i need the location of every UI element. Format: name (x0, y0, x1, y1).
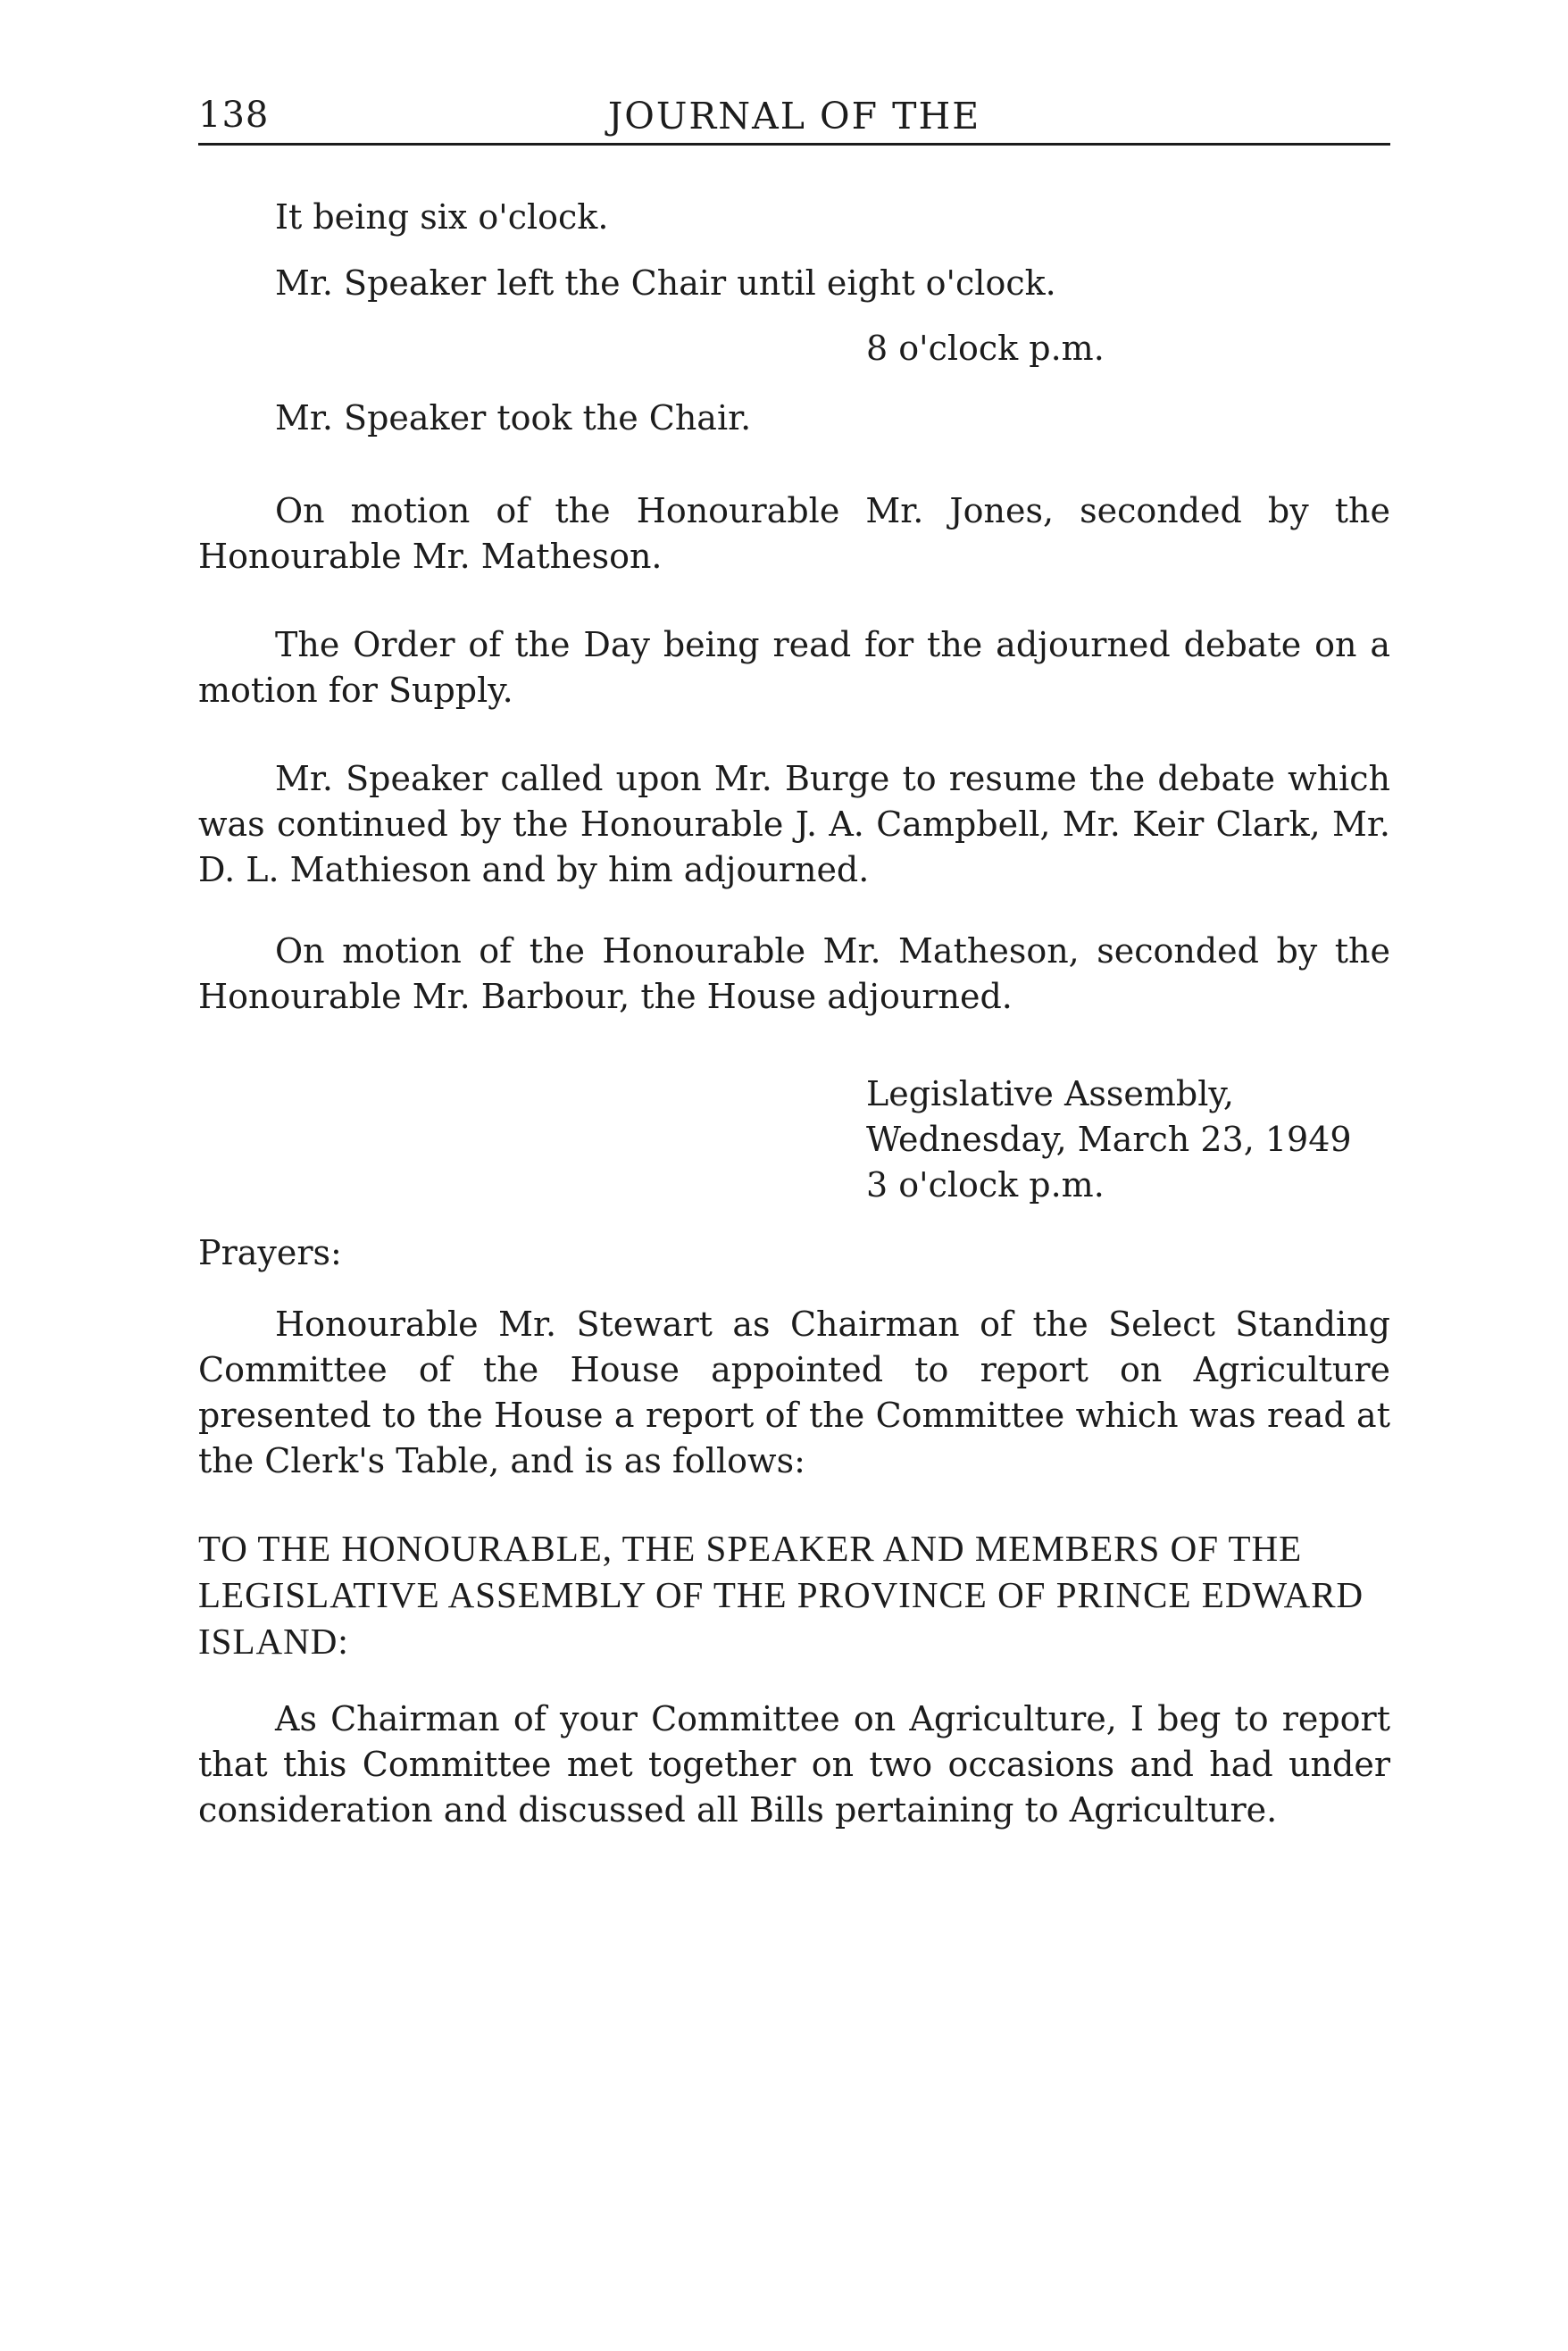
sitting-body: Legislative Assembly, (866, 1074, 1234, 1113)
prayers-label: Prayers: (198, 1233, 342, 1272)
paragraph-motion-jones: On motion of the Honourable Mr. Jones, seconded by the Honourable Mr. Matheson. (198, 491, 1390, 576)
paragraph-debate: Mr. Speaker called upon Mr. Burge to resume the debate which was continued by the Honourable J. A. Campbell, Mr. Keir Clark, Mr. D. L. Mathieson and by him adjourned. (198, 759, 1390, 889)
paragraph-adjourned: On motion of the Honourable Mr. Matheson, seconded by the Honourable Mr. Barbour, the House adjourned. (198, 931, 1390, 1016)
paragraph-report-intro: Honourable Mr. Stewart as Chairman of the Select Standing Committee of the House appointed to report on Agriculture presented to the House a report of the Committee which was read at the Clerk's Table, and is as follows: (198, 1305, 1390, 1480)
header-rule (198, 143, 1390, 146)
paragraph-order-of-day: The Order of the Day being read for the adjourned debate on a motion for Supply. (198, 625, 1390, 710)
sitting-time: 3 o'clock p.m. (866, 1165, 1105, 1205)
sitting-date: Wednesday, March 23, 1949 (866, 1120, 1352, 1159)
paragraph-speaker-took-chair: Mr. Speaker took the Chair. (275, 398, 752, 438)
page-number: 138 (198, 95, 270, 136)
sitting-heading (866, 1071, 1352, 1208)
address-heading: TO THE HONOURABLE, THE SPEAKER AND MEMBERS OF THE LEGISLATIVE ASSEMBLY OF THE PROVINCE OF PRINCE EDWARD ISLAND: (198, 1528, 1364, 1662)
paragraph-six-oclock: It being six o'clock. (275, 197, 609, 237)
paragraph-speaker-left: Mr. Speaker left the Chair until eight o'clock. (275, 263, 1056, 303)
paragraph-report-body: As Chairman of your Committee on Agriculture, I beg to report that this Committee met together on two occasions and had under consideration and discussed all Bills pertaining to Agriculture. (198, 1699, 1390, 1830)
evening-time: 8 o'clock p.m. (866, 329, 1105, 368)
running-head: JOURNAL OF THE (607, 95, 981, 138)
